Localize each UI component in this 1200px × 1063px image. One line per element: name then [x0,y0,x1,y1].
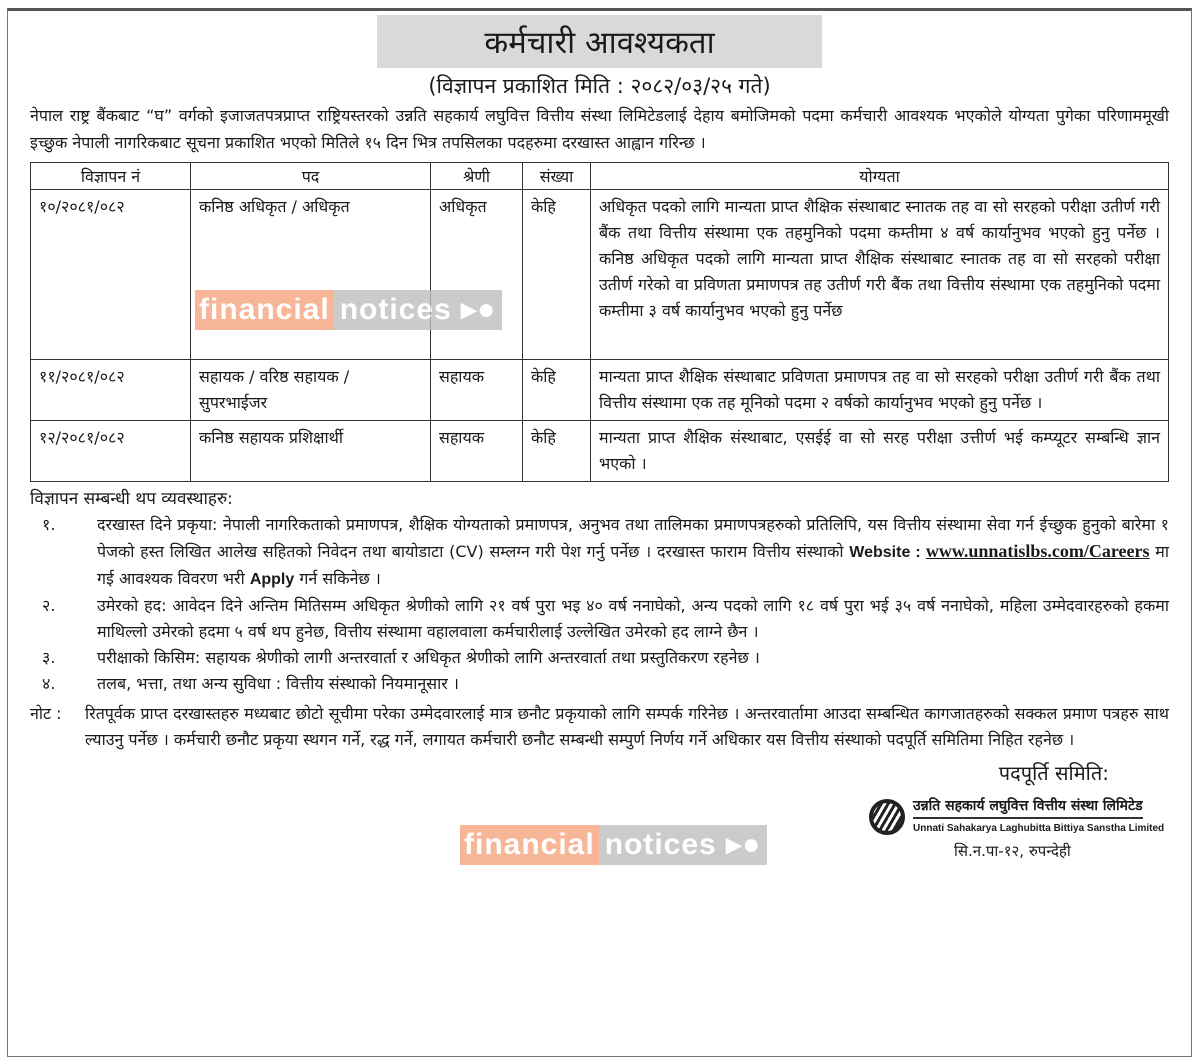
qualification: मान्यता प्राप्त शैक्षिक संस्थाबाट प्रविणता प्रमाणपत्र तह वा सो सरहको परीक्षा उतीर्ण गरी बैंक तथा वित्तीय संस्थामा एक तह मूनिको पदमा २ वर्षको कार्यानुभव भएको हुनु पर्नेछ । [591,360,1169,421]
level: सहायक [431,421,523,482]
org-name-english: Unnati Sahakarya Laghubitta Bittiya Sanstha Limited [913,823,1165,834]
vacancy-table [30,162,1169,482]
page-title [377,15,822,68]
watermark-right: notices ▸● [334,290,503,330]
item-number: ४. [42,674,56,693]
footer [30,759,1169,874]
col-qualification: योग्यता [591,163,1169,190]
watermark-right-text: notices [339,293,452,326]
count: केहि [523,190,591,360]
org-name-nepali: उन्नति सहकार्य लघुवित्त वित्तीय संस्था लिमिटेड [913,795,1143,819]
post: कनिष्ठ सहायक प्रशिक्षार्थी [191,421,431,482]
title-text: कर्मचारी आवश्यकता [484,24,715,61]
item-text-part: गर्न सकिनेछ । [294,569,381,588]
ad-no: १०/२०८१/०८२ [31,190,191,360]
level: अधिकृत [431,190,523,360]
table-row [31,190,1169,360]
col-ad-no: विज्ञापन नं [31,163,191,190]
post: कनिष्ठ अधिकृत / अधिकृत [199,197,350,216]
additional-provisions [30,486,1169,753]
level: सहायक [431,360,523,421]
website-label: Website : [849,544,926,561]
careers-link[interactable]: www.unnatislbs.com/Careers [925,541,1150,561]
org-address: सि.न.पा-१२, रुपन्देही [954,842,1071,860]
organization-block [869,795,1169,873]
post-cell [191,190,497,360]
signature-committee: पदपूर्ति समिति: [998,761,1109,785]
watermark-left: financial [195,290,334,330]
apply-text: Apply [249,571,295,588]
item-text: उमेरको हद: आवेदन दिने अन्तिम मितिसम्म अधिकृत श्रेणीको लागि २१ वर्ष पुरा भइ ४० वर्ष ननाघेको, अन्य पदको लागि १८ वर्ष पुरा भई ३५ वर्ष ननाघेको, महिला उम्मेदवारहरुको हकमा माथिल्लो उमेरको हदमा ५ वर्ष थप हुनेछ, वित्तीय संस्थामा वहालवाला कर्मचारीलाई उल्लेखित उमेरको हद लाग्ने छैन । [97,596,1169,641]
count: केहि [523,421,591,482]
item-text-part: मा गई आवश्यक विवरण भरी [97,542,1169,588]
col-level: श्रेणी [431,163,523,190]
provision-item [30,512,1169,593]
document-body [30,15,1169,874]
item-number: १. [42,515,56,534]
ad-no: १२/२०८१/०८२ [31,421,191,482]
col-post: पद [191,163,431,190]
watermark [460,825,767,865]
provisions-heading: विज्ञापन सम्बन्धी थप व्यवस्थाहरु: [30,489,233,509]
qualification: मान्यता प्राप्त शैक्षिक संस्थाबाट, एसईई वा सो सरह परीक्षा उत्तीर्ण भई कम्प्यूटर सम्बन्धि ज्ञान भएको । [591,421,1169,482]
item-text: तलब, भत्ता, तथा अन्य सुविधा : वित्तीय संस्थाको नियमानूसार । [97,674,459,693]
col-count: संख्या [523,163,591,190]
provision-item [30,671,1169,697]
ad-no: ११/२०८१/०८२ [31,360,191,421]
company-logo-icon [869,799,905,835]
provision-item [30,593,1169,645]
table-row [31,360,1169,421]
intro-paragraph: नेपाल राष्ट्र बैंकबाट “घ” वर्गको इजाजतपत्रप्राप्त राष्ट्रियस्तरको उन्नति सहकार्य लघुवित्त वित्तीय संस्था लिमिटेडलाई देहाय बमोजिमको पदमा कर्मचारी आवश्यक भएकोले योग्यता पुगेका परिणाममूखी इच्छुक नेपाली नागरिकबाट सूचना प्रकाशित भएको मितिले १५ दिन भित्र तपसिलका पदहरुमा दरखास्त आह्वान गरिन्छ । [30,106,1169,152]
note-label: नोट : [30,704,62,723]
table-row [31,421,1169,482]
provision-item [30,645,1169,671]
count: केहि [523,360,591,421]
item-text-part: दरखास्त दिने प्रकृया: नेपाली नागरिकताको प्रमाणपत्र, शैक्षिक योग्यताको प्रमाणपत्र, अनुभव तथा तालिमका प्रमाणपत्रहरुको प्रतिलिपि, यस वित्तीय संस्थामा सेवा गर्न ईच्छुक हुनुको बारेमा १ पेजको हस्त लिखित आलेख सहितको निवेदन तथा बायोडाटा (CV) सम्लग्न गरी पेश गर्नु पर्नेछ । दरखास्त फाराम वित्तीय संस्थाको [97,515,1169,561]
note-text: रितपूर्वक प्राप्त दरखास्तहरु मध्यबाट छोटो सूचीमा परेका उम्मेदवारलाई मात्र छनौट प्रकृयाको लागि सम्पर्क गरिनेछ । अन्तरवार्तामा आउदा सम्बन्धित कागजातहरुको सक्कल प्रमाण पत्रहरु साथ ल्याउनु पर्नेछ । कर्मचारी छनौट प्रकृया स्थगन गर्ने, रद्ध गर्ने, लगायत कर्मचारी छनौट सम्बन्धी सम्पुर्ण निर्णय गर्ने अधिकार यस वित्तीय संस्थाको पदपूर्ति समितिमा निहित रहनेछ । [85,704,1169,749]
note [30,701,1169,753]
item-number: २. [42,596,56,615]
publish-date: (विज्ञापन प्रकाशित मिति : २०८२/०३/२५ गते) [428,74,771,98]
qualification: अधिकृत पदको लागि मान्यता प्राप्त शैक्षिक संस्थाबाट स्नातक तह वा सो सरहको परीक्षा उतीर्ण गरी बैंक तथा वित्तीय संस्थामा एक तहमुनिको पदमा कम्तीमा ४ वर्ष कार्यानुभव भएको हुनु पर्नेछ । कनिष्ठ अधिकृत पदको लागि मान्यता प्राप्त शैक्षिक संस्थाबाट स्नातक तह वा सो सरहको परीक्षा उतीर्ण गरेको वा प्रविणता प्रमाणपत्र तह उतीर्ण गरी बैंक तथा वित्तीय संस्थामा एक तहमुनिको पदमा कम्तीमा ३ वर्ष कार्यानुभव भएको हुनु पर्नेछ [591,190,1169,360]
watermark-right-text: notices [604,828,717,861]
watermark-right: notices ▸● [599,825,768,865]
item-text [97,512,1169,593]
watermark [195,290,502,330]
post: सहायक / वरिष्ठ सहायक / सुपरभाईजर [191,360,431,421]
item-text: परीक्षाको किसिम: सहायक श्रेणीको लागी अन्तरवार्ता र अधिकृत श्रेणीको लागि अन्तरवार्ता तथा प्रस्तुतिकरण रहनेछ । [97,648,760,667]
watermark-left: financial [460,825,599,865]
item-number: ३. [42,648,56,667]
table-header [31,163,1169,190]
